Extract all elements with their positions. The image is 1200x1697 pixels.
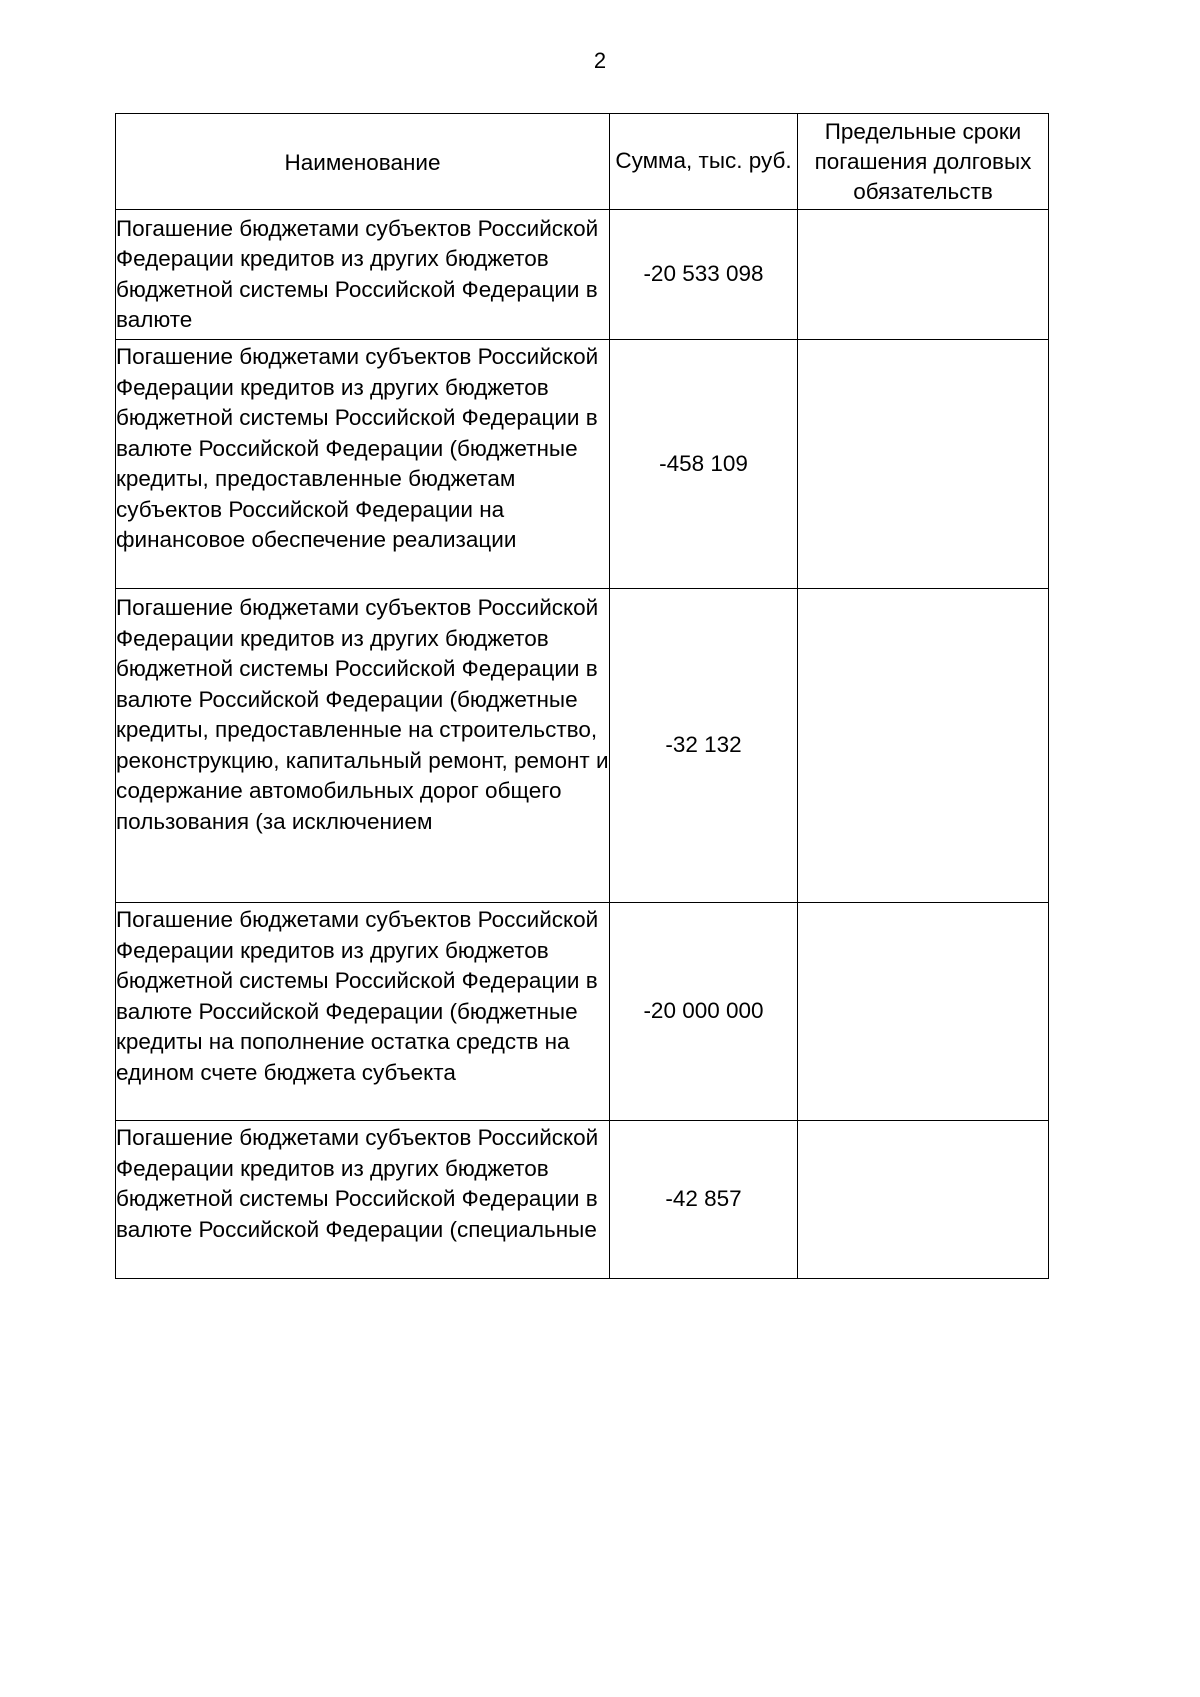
row-name-text: Погашение бюджетами субъектов Российской Федерации кредитов из других бюджетов бюджетной системы Российской Федерации в валюте Российской Федерации (бюджетные кредиты, предоставленные бюджетам субъектов Российской Федерации на финансовое обеспечение реализации [116, 344, 599, 552]
row-name-text: Погашение бюджетами субъектов Российской Федерации кредитов из других бюджетов бюджетной системы Российской Федерации в валюте Российской Федерации (бюджетные кредиты, предоставленные на строительство, реконструкцию, капитальный ремонт, ремонт и содержание автомобильных дорог общего пользования (за исключением [116, 595, 609, 834]
row-sum-cell: -20 533 098 [610, 210, 798, 340]
row-name-cell [116, 903, 610, 1121]
row-sum-cell: -32 132 [610, 589, 798, 903]
row-name-text: Погашение бюджетами субъектов Российской Федерации кредитов из других бюджетов бюджетной системы Российской Федерации в валюте Российской Федерации (бюджетные кредиты на пополнение остатка средств на едином счете бюджета субъекта [116, 907, 599, 1085]
table-row [116, 210, 1049, 340]
column-header-sum: Сумма, тыс. руб. [610, 114, 798, 210]
table-row [116, 340, 1049, 589]
row-name-cell [116, 210, 610, 340]
budget-table [115, 113, 1049, 1279]
row-name-cell [116, 589, 610, 903]
row-term-cell [798, 589, 1049, 903]
table-row [116, 903, 1049, 1121]
row-term-cell [798, 340, 1049, 589]
row-sum-cell: -42 857 [610, 1121, 798, 1279]
row-name-text: Погашение бюджетами субъектов Российской Федерации кредитов из других бюджетов бюджетной системы Российской Федерации в валюте [116, 215, 599, 332]
table-header-row [116, 114, 1049, 210]
row-sum-cell: -20 000 000 [610, 903, 798, 1121]
column-header-name: Наименование [116, 114, 610, 210]
row-sum-cell: -458 109 [610, 340, 798, 589]
table-row [116, 589, 1049, 903]
row-name-cell [116, 340, 610, 589]
row-name-text: Погашение бюджетами субъектов Российской Федерации кредитов из других бюджетов бюджетной системы Российской Федерации в валюте Российской Федерации (специальные [116, 1125, 599, 1242]
row-term-cell [798, 1121, 1049, 1279]
row-name-cell [116, 1121, 610, 1279]
column-header-term: Предельные сроки погашения долговых обязательств [798, 114, 1049, 210]
table-row [116, 1121, 1049, 1279]
row-term-cell [798, 210, 1049, 340]
page-number: 2 [593, 48, 607, 73]
row-term-cell [798, 903, 1049, 1121]
